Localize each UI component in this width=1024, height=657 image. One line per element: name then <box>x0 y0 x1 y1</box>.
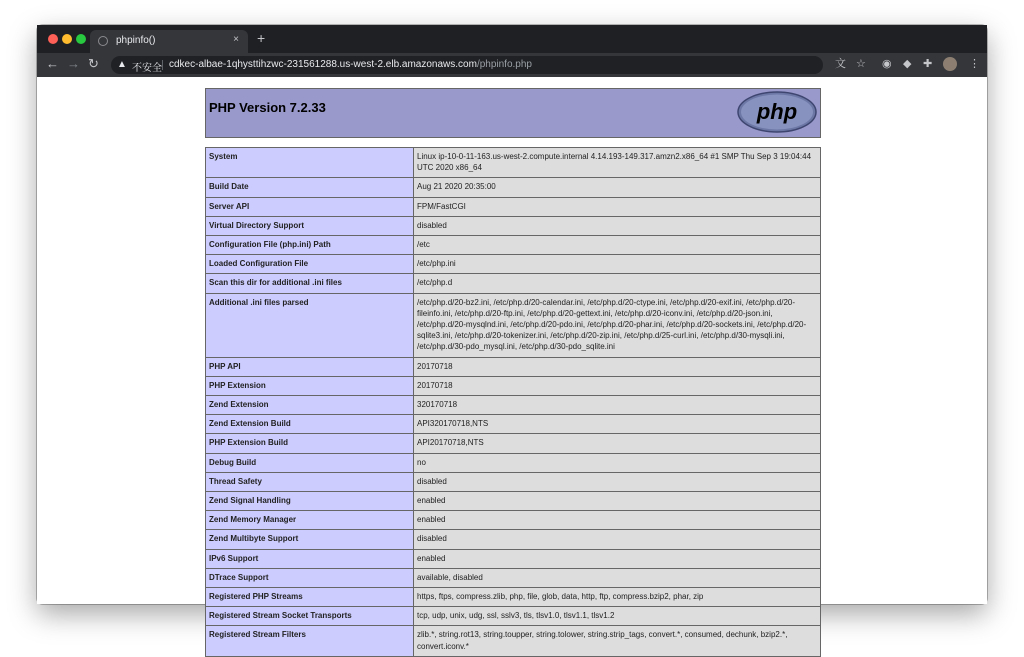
tab-title: phpinfo() <box>116 35 156 46</box>
row-label: DTrace Support <box>206 568 414 587</box>
table-row <box>206 376 821 395</box>
table-row <box>206 588 821 607</box>
row-label: Zend Extension <box>206 396 414 415</box>
row-value: API20170718,NTS <box>414 434 821 453</box>
browser-window <box>37 25 987 651</box>
row-value: 20170718 <box>414 357 821 376</box>
globe-icon <box>98 36 108 46</box>
row-value: 320170718 <box>414 396 821 415</box>
row-value: https, ftps, compress.zlib, php, file, glob, data, http, ftp, compress.bzip2, phar, zip <box>414 588 821 607</box>
row-value: /etc/php.ini <box>414 255 821 274</box>
row-value: no <box>414 453 821 472</box>
puzzle-icon[interactable]: ✚ <box>923 58 933 70</box>
row-label: Zend Memory Manager <box>206 511 414 530</box>
table-row <box>206 236 821 255</box>
row-value: disabled <box>414 530 821 549</box>
row-value: enabled <box>414 549 821 568</box>
avatar[interactable] <box>943 57 957 71</box>
row-label: Registered PHP Streams <box>206 588 414 607</box>
row-value: zlib.*, string.rot13, string.toupper, string.tolower, string.strip_tags, convert.*, consumed, dechunk, bzip2.*, convert.iconv.* <box>414 626 821 656</box>
row-label: Registered Stream Socket Transports <box>206 607 414 626</box>
row-label: Configuration File (php.ini) Path <box>206 236 414 255</box>
url-path: /phpinfo.php <box>476 59 532 70</box>
table-row <box>206 216 821 235</box>
table-row <box>206 274 821 293</box>
row-label: Zend Multibyte Support <box>206 530 414 549</box>
table-row <box>206 396 821 415</box>
row-value: Aug 21 2020 20:35:00 <box>414 178 821 197</box>
forward-icon[interactable]: → <box>67 56 80 71</box>
table-row <box>206 293 821 357</box>
extension-1-icon[interactable]: ◉ <box>882 58 892 70</box>
table-row <box>206 530 821 549</box>
row-label: Thread Safety <box>206 472 414 491</box>
table-row <box>206 549 821 568</box>
row-value: FPM/FastCGI <box>414 197 821 216</box>
table-row <box>206 178 821 197</box>
tab-close-icon[interactable]: × <box>233 34 239 45</box>
php-logo-text: php <box>756 99 798 124</box>
row-value: disabled <box>414 472 821 491</box>
table-row <box>206 511 821 530</box>
row-value: tcp, udp, unix, udg, ssl, sslv3, tls, tlsv1.0, tlsv1.1, tlsv1.2 <box>414 607 821 626</box>
row-label: PHP Extension <box>206 376 414 395</box>
warning-icon[interactable]: ▲ <box>117 59 127 70</box>
zoom-window-button[interactable] <box>76 34 86 44</box>
table-row <box>206 492 821 511</box>
table-row <box>206 607 821 626</box>
info-table <box>205 147 821 657</box>
page-content <box>37 77 987 651</box>
row-label: Zend Signal Handling <box>206 492 414 511</box>
table-row <box>206 568 821 587</box>
row-label: Virtual Directory Support <box>206 216 414 235</box>
row-label: Scan this dir for additional .ini files <box>206 274 414 293</box>
row-label: Debug Build <box>206 453 414 472</box>
row-value: /etc/php.d/20-bz2.ini, /etc/php.d/20-calendar.ini, /etc/php.d/20-ctype.ini, /etc/php.d/20-exif.ini, /etc/php.d/20-fileinfo.ini, /etc/php.d/20-ftp.ini, /etc/php.d/20-gettext.ini, /etc/php.d/20-iconv.ini, /etc/php.d/20-json.ini, /etc/php.d/20-mysqlnd.ini, /etc/php.d/20-pdo.ini, /etc/php.d/20-phar.ini, /etc/php.d/20-sockets.ini, /etc/php.d/20-sqlite3.ini, /etc/php.d/20-tokenizer.ini, /etc/php.d/20-zip.ini, /etc/php.d/25-curl.ini, /etc/php.d/30-mysqli.ini, /etc/php.d/30-pdo_mysql.ini, /etc/php.d/30-pdo_sqlite.ini <box>414 293 821 357</box>
row-label: PHP Extension Build <box>206 434 414 453</box>
row-label: System <box>206 148 414 178</box>
reload-icon[interactable]: ↻ <box>88 56 99 71</box>
url-text[interactable] <box>169 59 532 70</box>
table-row <box>206 626 821 656</box>
php-header <box>205 88 821 138</box>
table-row <box>206 197 821 216</box>
menu-icon[interactable]: ⋮ <box>969 58 980 70</box>
url-host: cdkec-albae-1qhysttihzwc-231561288.us-west-2.elb.amazonaws.com <box>169 59 477 70</box>
new-tab-button[interactable]: + <box>257 30 266 46</box>
address-bar[interactable] <box>111 56 823 74</box>
row-label: Build Date <box>206 178 414 197</box>
tab-phpinfo[interactable] <box>90 30 248 53</box>
table-row <box>206 148 821 178</box>
row-value: /etc/php.d <box>414 274 821 293</box>
minimize-window-button[interactable] <box>62 34 72 44</box>
table-row <box>206 434 821 453</box>
row-label: Server API <box>206 197 414 216</box>
not-secure-label[interactable]: 不安全 <box>132 63 162 74</box>
address-divider <box>162 60 163 70</box>
table-row <box>206 357 821 376</box>
page-title: PHP Version 7.2.33 <box>209 100 326 115</box>
browser-toolbar <box>37 53 987 77</box>
row-label: IPv6 Support <box>206 549 414 568</box>
row-value: available, disabled <box>414 568 821 587</box>
table-row <box>206 453 821 472</box>
table-row <box>206 472 821 491</box>
extension-2-icon[interactable]: ◆ <box>903 58 912 70</box>
row-value: enabled <box>414 511 821 530</box>
back-icon[interactable]: ← <box>46 56 59 71</box>
table-row <box>206 415 821 434</box>
row-value: 20170718 <box>414 376 821 395</box>
row-value: Linux ip-10-0-11-163.us-west-2.compute.internal 4.14.193-149.317.amzn2.x86_64 #1 SMP Thu Sep 3 19:04:44 UTC 2020 x86_64 <box>414 148 821 178</box>
row-value: enabled <box>414 492 821 511</box>
table-row <box>206 255 821 274</box>
php-logo <box>737 91 817 133</box>
close-window-button[interactable] <box>48 34 58 44</box>
title-bar <box>37 25 987 53</box>
star-icon[interactable]: ☆ <box>856 58 866 70</box>
row-value: API320170718,NTS <box>414 415 821 434</box>
row-label: Additional .ini files parsed <box>206 293 414 357</box>
row-label: Loaded Configuration File <box>206 255 414 274</box>
row-value: /etc <box>414 236 821 255</box>
translate-icon[interactable]: 文 <box>835 58 846 70</box>
row-label: PHP API <box>206 357 414 376</box>
row-value: disabled <box>414 216 821 235</box>
row-label: Registered Stream Filters <box>206 626 414 656</box>
row-label: Zend Extension Build <box>206 415 414 434</box>
